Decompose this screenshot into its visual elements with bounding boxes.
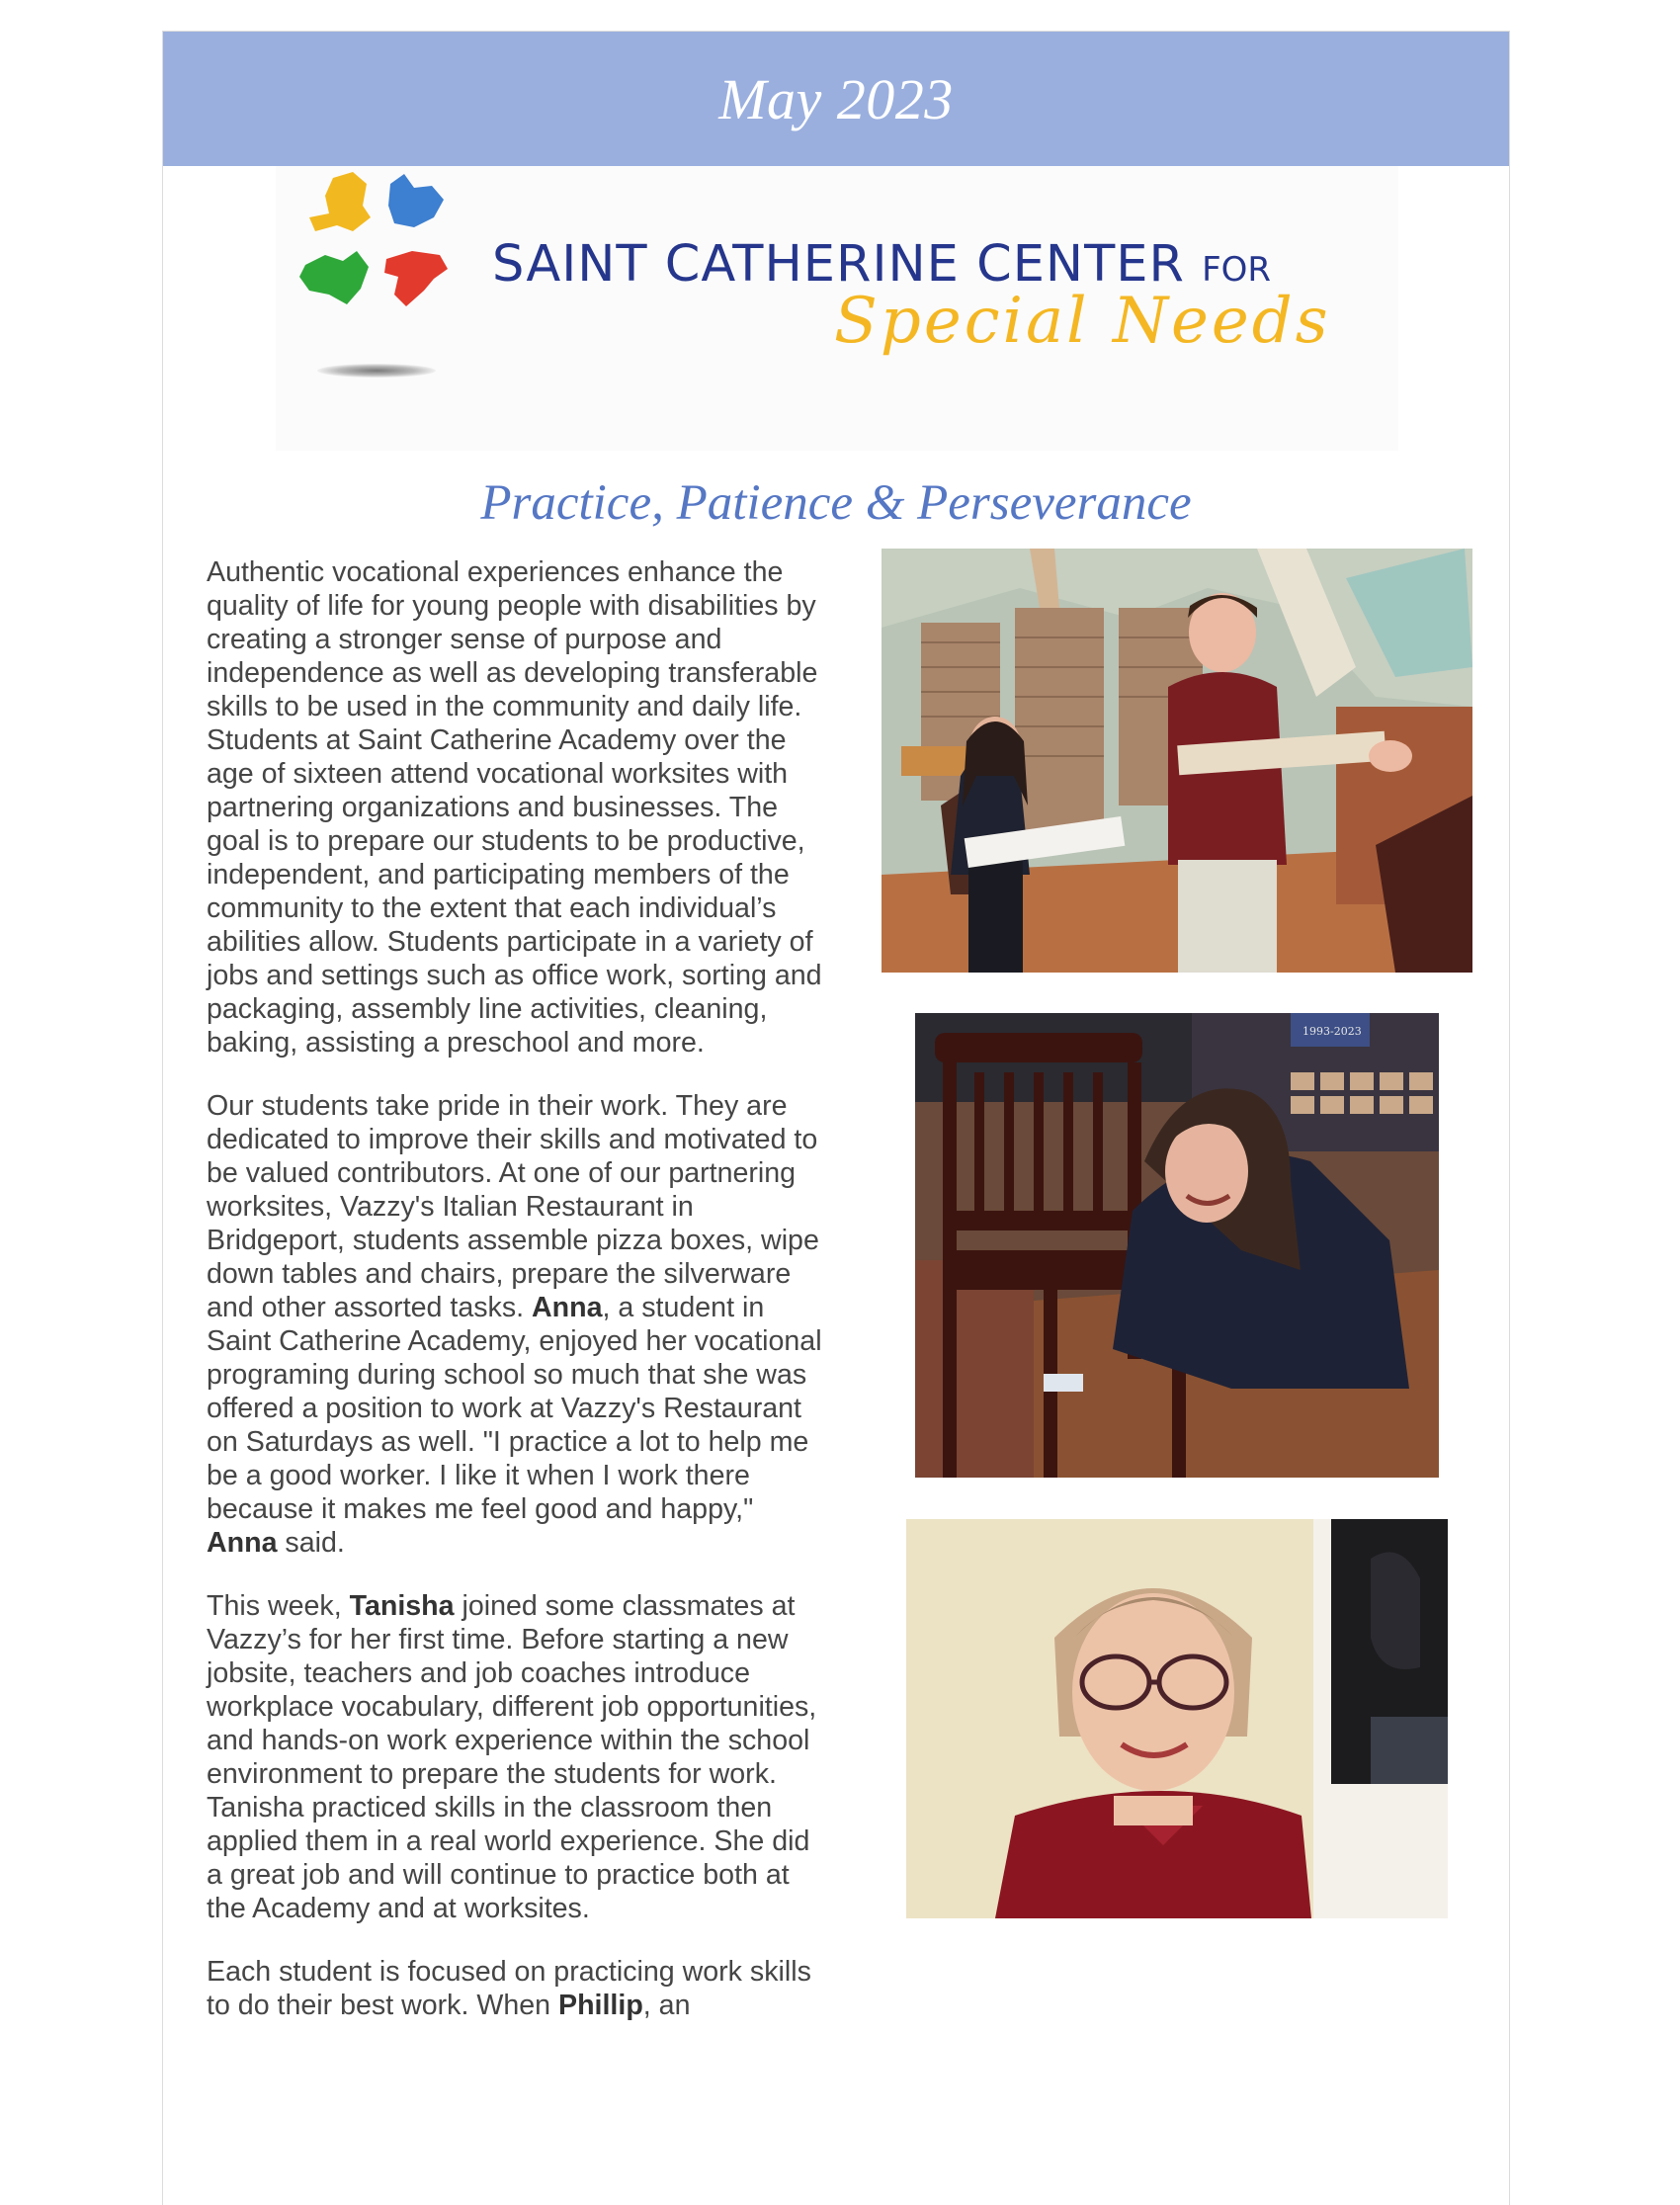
photo-banner-text: 1993-2023 [1302, 1025, 1362, 1038]
issue-date: May 2023 [718, 66, 954, 131]
center-logo [276, 166, 1398, 451]
paragraph-3: This week, Tanisha joined some classmates at Vazzy’s for her first time. Before starting a new jobsite, teachers and job coaches introduce workplace vocabulary, different job opportunities, and hands-on work experience within the school environment to prepare the students for work. Tanisha practiced skills in the classroom then applied them in a real world experience. She did a great job and will continue to practice both at the Academy and at worksites. [207, 1590, 817, 1924]
paragraph-1: Authentic vocational experiences enhance the quality of life for young people with disabilities by creating a stronger sense of purpose and independence as well as developing transferable skills to be used in the community and daily life. Students at Saint Catherine Academy over the age of sixteen attend vocational worksites with partnering organizations and businesses. The goal is to prepare our students to be productive, independent, and participating members of the community to the extent that each individual’s abilities allow. Students participate in a variety of jobs and settings such as office work, sorting and packaging, assembly line activities, cleaning, baking, assisting a preschool and more. [207, 556, 822, 1059]
article-body [207, 555, 829, 2052]
newsletter-card [162, 31, 1510, 2205]
student-name: Phillip [558, 1990, 643, 2021]
photo-wiping-chair [915, 1013, 1439, 1478]
student-name: Anna [207, 1527, 278, 1559]
paragraph-2: Our students take pride in their work. They are dedicated to improve their skills and motivated to be valued contributors. At one of our partnering worksites, Vazzy's Italian Restaurant in Bridgeport, students assemble pizza boxes, wipe down tables and chairs, prepare the silverware and other assorted tasks. Anna, a student in Saint Catherine Academy, enjoyed her vocational programing during school so much that she was offered a position to work at Vazzy's Restaurant on Saturdays as well. "I practice a lot to help me be a good worker. I like it when I work there because it makes me feel good and happy," Anna said. [207, 1090, 822, 1559]
student-name: Anna [532, 1292, 603, 1323]
logo-wordmark: SAINT CATHERINE CENTER FOR [492, 235, 1272, 294]
logo-shadow [317, 364, 436, 378]
cross-logo-icon [295, 166, 493, 393]
student-name: Tanisha [349, 1590, 455, 1622]
date-banner [163, 32, 1509, 166]
photo-student-portrait [906, 1519, 1448, 1918]
logo-script: Special Needs [834, 285, 1331, 358]
paragraph-4: Each student is focused on practicing work skills to do their best work. When Phillip, an [207, 1956, 811, 2021]
article-headline: Practice, Patience & Perseverance [480, 475, 1192, 531]
photo-pizza-boxes [882, 549, 1472, 973]
